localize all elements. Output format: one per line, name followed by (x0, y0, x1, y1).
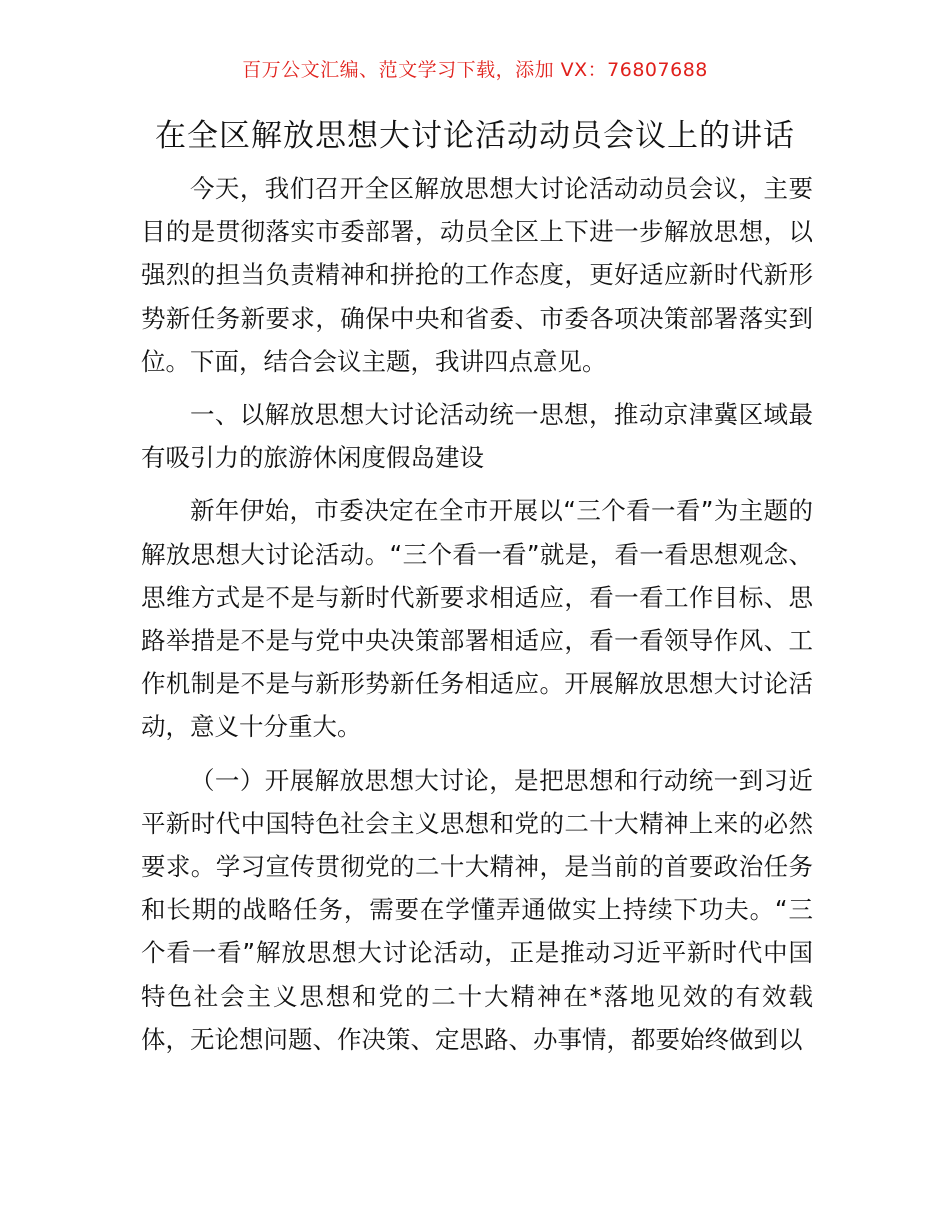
paragraph-section-1: 新年伊始，市委决定在全市开展以“三个看一看”为主题的解放思想大讨论活动。“三个看一看”就是，看一看思想观念、思维方式是不是与新时代新要求相适应，看一看工作目标、思路举措是不是与党中央决策部署相适应，看一看领导作风、工作机制是不是与新形势新任务相适应。开展解放思想大讨论活动，意义十分重大。 (141, 496, 813, 742)
document-title: 在全区解放思想大讨论活动动员会议上的讲话 (155, 118, 795, 154)
header-watermark: 百万公文汇编、范文学习下载，添加 VX：76807688 (242, 59, 708, 81)
paragraph-subsection-1: （一）开展解放思想大讨论，是把思想和行动统一到习近平新时代中国特色社会主义思想和党的二十大精神上来的必然要求。学习宣传贯彻党的二十大精神，是当前的首要政治任务和长期的战略任务，需要在学懂弄通做实上持续下功夫。“三个看一看”解放思想大讨论活动，正是推动习近平新时代中国特色社会主义思想和党的二十大精神在*落地见效的有效载体，无论想问题、作决策、定思路、办事情，都要始终做到以 (141, 765, 813, 1054)
section-heading-1: 一、以解放思想大讨论活动统一思想，推动京津冀区域最有吸引力的旅游休闲度假岛建设 (141, 400, 813, 473)
paragraph-intro: 今天，我们召开全区解放思想大讨论活动动员会议，主要目的是贯彻落实市委部署，动员全区上下进一步解放思想，以强烈的担当负责精神和拼抢的工作态度，更好适应新时代新形势新任务新要求，确保中央和省委、市委各项决策部署落实到位。下面，结合会议主题，我讲四点意见。 (141, 174, 813, 376)
document-body (141, 167, 813, 1071)
